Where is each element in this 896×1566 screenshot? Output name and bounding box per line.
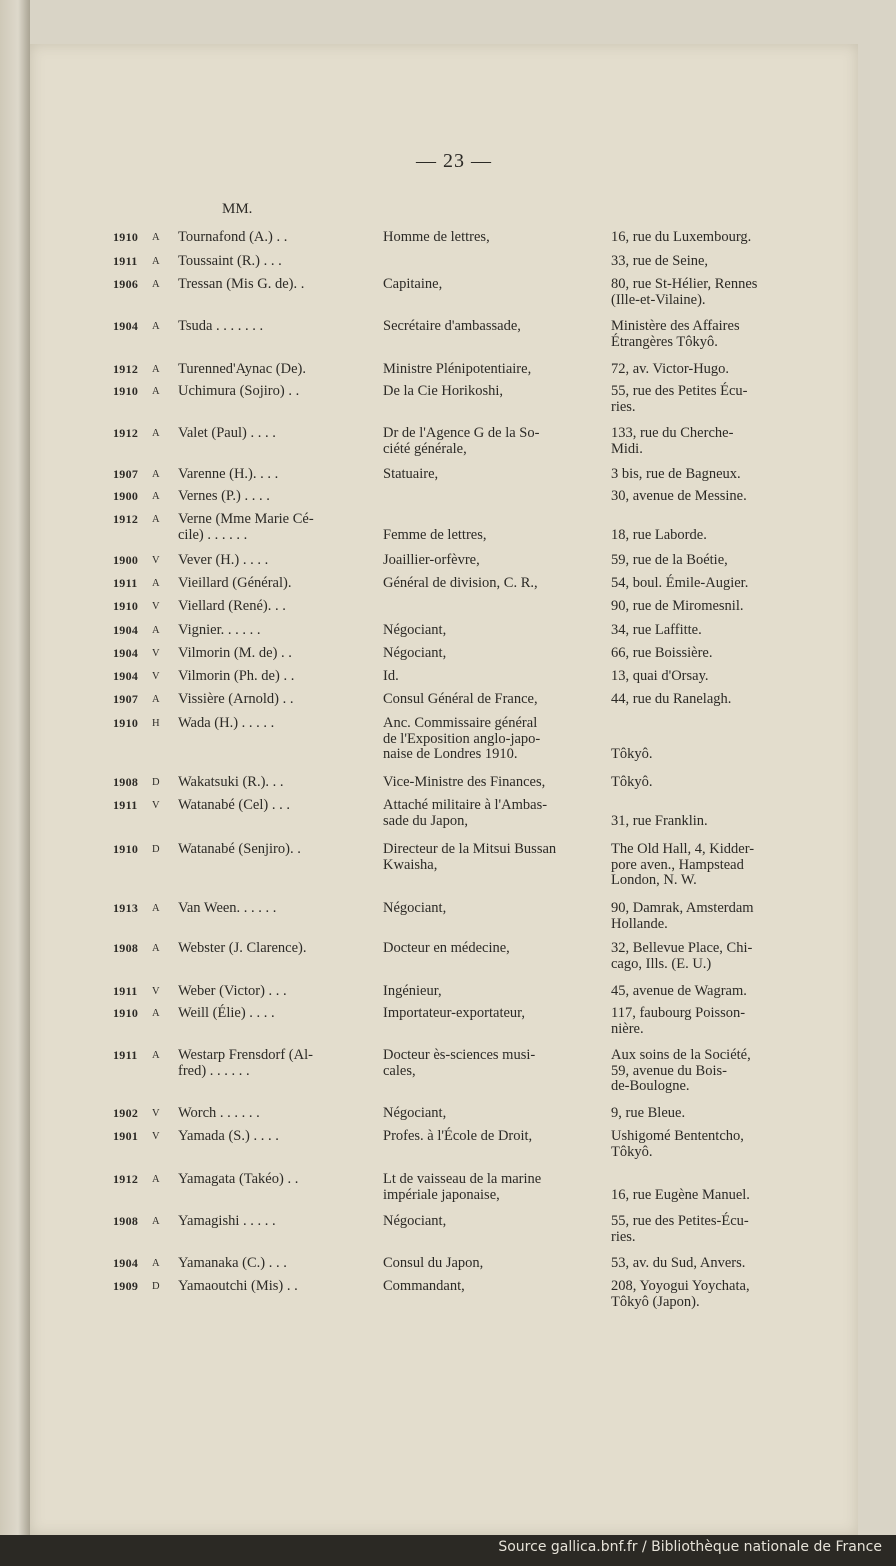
entry-role: Négociant, bbox=[383, 900, 447, 916]
entry-name: Turenned'Aynac (De). bbox=[178, 361, 306, 377]
entry-name: Toussaint (R.) . . . bbox=[178, 253, 282, 269]
entry-year: 1912 bbox=[113, 512, 139, 526]
entry-addr: 53, av. du Sud, Anvers. bbox=[611, 1255, 746, 1271]
entry-cat: A bbox=[152, 1008, 160, 1019]
entry-addr: 59, rue de la Boétie, bbox=[611, 552, 728, 568]
entry-role: Ministre Plénipotentiaire, bbox=[383, 361, 532, 377]
entry-name: Vernes (P.) . . . . bbox=[178, 488, 270, 504]
entry-year: 1911 bbox=[113, 576, 138, 590]
entry-role: Négociant, bbox=[383, 645, 447, 661]
list-header-mm: MM. bbox=[222, 201, 253, 217]
entry-addr: 44, rue du Ranelagh. bbox=[611, 691, 732, 707]
entry-role: Secrétaire d'ambassade, bbox=[383, 318, 521, 334]
entry-year: 1911 bbox=[113, 984, 138, 998]
entry-year: 1904 bbox=[113, 623, 139, 637]
entry-addr: 55, rue des Petites Écu- ries. bbox=[611, 383, 748, 415]
entry-year: 1908 bbox=[113, 941, 139, 955]
entry-addr: Tôkyô. bbox=[611, 774, 653, 790]
entry-year: 1904 bbox=[113, 669, 139, 683]
entry-addr: Aux soins de la Société, 59, avenue du Bois- de-Boulogne. bbox=[611, 1047, 751, 1094]
entry-cat: A bbox=[152, 1216, 160, 1227]
entry-addr: 18, rue Laborde. bbox=[611, 526, 707, 543]
entry-cat: A bbox=[152, 364, 160, 375]
entry-year: 1910 bbox=[113, 384, 139, 398]
entry-name: Varenne (H.). . . . bbox=[178, 466, 279, 482]
entry-year: 1912 bbox=[113, 362, 139, 376]
entry-cat: V bbox=[152, 671, 160, 682]
entry-cat: D bbox=[152, 777, 160, 788]
entry-name: Vever (H.) . . . . bbox=[178, 552, 269, 568]
entry-name: Westarp Frensdorf (Al- fred) . . . . . . bbox=[178, 1047, 313, 1079]
entry-role: Femme de lettres, bbox=[383, 526, 487, 543]
entry-role: Profes. à l'École de Droit, bbox=[383, 1128, 533, 1144]
entry-addr: 30, avenue de Messine. bbox=[611, 488, 747, 504]
source-credit: Source gallica.bnf.fr / Bibliothèque nationale de France bbox=[498, 1539, 882, 1555]
entry-role: Id. bbox=[383, 668, 399, 684]
entry-name: Worch . . . . . . bbox=[178, 1105, 260, 1121]
entry-role: Lt de vaisseau de la marine impériale japonaise, bbox=[383, 1171, 542, 1203]
entry-role: Joaillier-orfèvre, bbox=[383, 552, 480, 568]
entry-role: Homme de lettres, bbox=[383, 229, 490, 245]
entry-addr: 13, quai d'Orsay. bbox=[611, 668, 709, 684]
entry-name: Viellard (René). . . bbox=[178, 598, 286, 614]
entry-year: 1900 bbox=[113, 489, 139, 503]
entry-name: Yamaoutchi (Mis) . . bbox=[178, 1278, 298, 1294]
entry-addr: 45, avenue de Wagram. bbox=[611, 983, 747, 999]
entry-year: 1901 bbox=[113, 1129, 139, 1143]
entry-year: 1910 bbox=[113, 1006, 139, 1020]
entry-cat: V bbox=[152, 1131, 160, 1142]
entry-addr: 208, Yoyogui Yoychata, Tôkyô (Japon). bbox=[611, 1278, 750, 1310]
entry-name: Wakatsuki (R.). . . bbox=[178, 774, 284, 790]
entry-role: Anc. Commissaire général de l'Exposition anglo-japo- naise de Londres 1910. bbox=[383, 715, 541, 762]
entry-role: Docteur en médecine, bbox=[383, 940, 510, 956]
entry-name: Wada (H.) . . . . . bbox=[178, 715, 275, 731]
entry-year: 1911 bbox=[113, 798, 138, 812]
entry-name: Uchimura (Sojiro) . . bbox=[178, 383, 300, 399]
entry-addr: 90, rue de Miromesnil. bbox=[611, 598, 744, 614]
entry-cat: A bbox=[152, 578, 160, 589]
entry-cat: A bbox=[152, 232, 160, 243]
entry-name: Vieillard (Général). bbox=[178, 575, 292, 591]
entry-year: 1911 bbox=[113, 254, 138, 268]
entry-addr: 133, rue du Cherche- Midi. bbox=[611, 425, 734, 457]
entry-role: Importateur-exportateur, bbox=[383, 1005, 526, 1021]
entry-role: Ingénieur, bbox=[383, 983, 442, 999]
entry-addr: 3 bis, rue de Bagneux. bbox=[611, 466, 741, 482]
entry-addr: Tôkyô. bbox=[611, 746, 653, 762]
entry-name: Van Ween. . . . . . bbox=[178, 900, 277, 916]
entry-cat: A bbox=[152, 469, 160, 480]
entry-cat: A bbox=[152, 625, 160, 636]
entry-addr: 34, rue Laffitte. bbox=[611, 622, 702, 638]
entry-addr: 90, Damrak, Amsterdam Hollande. bbox=[611, 900, 754, 932]
entry-role: Négociant, bbox=[383, 1105, 447, 1121]
entry-year: 1906 bbox=[113, 277, 139, 291]
entry-year: 1904 bbox=[113, 1256, 139, 1270]
entry-year: 1910 bbox=[113, 842, 139, 856]
entry-name: Yamada (S.) . . . . bbox=[178, 1128, 279, 1144]
entry-addr: 16, rue Eugène Manuel. bbox=[611, 1186, 750, 1203]
entry-addr: 31, rue Franklin. bbox=[611, 812, 708, 829]
entry-name: Tsuda . . . . . . . bbox=[178, 318, 264, 334]
entry-year: 1912 bbox=[113, 426, 139, 440]
entry-name: Valet (Paul) . . . . bbox=[178, 425, 276, 441]
previous-page-edge bbox=[0, 0, 30, 1535]
entry-addr: 117, faubourg Poisson- nière. bbox=[611, 1005, 746, 1037]
entry-cat: A bbox=[152, 491, 160, 502]
entry-name: Vignier. . . . . . bbox=[178, 622, 261, 638]
entry-name: Tournafond (A.) . . bbox=[178, 229, 288, 245]
entry-year: 1911 bbox=[113, 1048, 138, 1062]
entry-addr: 66, rue Boissière. bbox=[611, 645, 713, 661]
entry-year: 1904 bbox=[113, 319, 139, 333]
entry-name: Yamanaka (C.) . . . bbox=[178, 1255, 287, 1271]
entry-name: Yamagishi . . . . . bbox=[178, 1213, 276, 1229]
entry-name: Verne (Mme Marie Cé- cile) . . . . . . bbox=[178, 511, 314, 543]
entry-cat: A bbox=[152, 1050, 160, 1061]
page-number: — 23 — bbox=[416, 150, 492, 172]
entry-cat: V bbox=[152, 555, 160, 566]
entry-role: Négociant, bbox=[383, 1213, 447, 1229]
entry-year: 1910 bbox=[113, 230, 139, 244]
entry-addr: 80, rue St-Hélier, Rennes (Ille-et-Vilaine). bbox=[611, 276, 758, 308]
entry-cat: V bbox=[152, 648, 160, 659]
entry-role: De la Cie Horikoshi, bbox=[383, 383, 504, 399]
entry-year: 1908 bbox=[113, 775, 139, 789]
entry-cat: A bbox=[152, 694, 160, 705]
entry-year: 1912 bbox=[113, 1172, 139, 1186]
entry-cat: V bbox=[152, 986, 160, 997]
entry-cat: A bbox=[152, 279, 160, 290]
entry-addr: 16, rue du Luxembourg. bbox=[611, 229, 752, 245]
entry-role: Docteur ès-sciences musi- cales, bbox=[383, 1047, 536, 1079]
entry-cat: A bbox=[152, 514, 160, 525]
entry-role: Consul Général de France, bbox=[383, 691, 538, 707]
entry-addr: 9, rue Bleue. bbox=[611, 1105, 686, 1121]
entry-cat: D bbox=[152, 1281, 160, 1292]
entry-role: Directeur de la Mitsui Bussan Kwaisha, bbox=[383, 841, 557, 873]
entry-role: Capitaine, bbox=[383, 276, 443, 292]
entry-role: Négociant, bbox=[383, 622, 447, 638]
entry-role: Attaché militaire à l'Ambas- sade du Japon, bbox=[383, 797, 548, 829]
entry-year: 1907 bbox=[113, 692, 139, 706]
entry-name: Watanabé (Senjiro). . bbox=[178, 841, 301, 857]
entry-name: Webster (J. Clarence). bbox=[178, 940, 307, 956]
entry-cat: A bbox=[152, 321, 160, 332]
entry-cat: A bbox=[152, 386, 160, 397]
entry-name: Vilmorin (M. de) . . bbox=[178, 645, 292, 661]
entry-addr: The Old Hall, 4, Kidder- pore aven., Hampstead London, N. W. bbox=[611, 841, 755, 888]
entry-addr: 33, rue de Seine, bbox=[611, 253, 709, 269]
entry-addr: Ushigomé Bententcho, Tôkyô. bbox=[611, 1128, 744, 1160]
entry-addr: 55, rue des Petites-Écu- ries. bbox=[611, 1213, 749, 1245]
entry-name: Weber (Victor) . . . bbox=[178, 983, 287, 999]
entry-year: 1900 bbox=[113, 553, 139, 567]
entry-year: 1910 bbox=[113, 599, 139, 613]
entry-year: 1907 bbox=[113, 467, 139, 481]
entry-addr: 54, boul. Émile-Augier. bbox=[611, 575, 749, 591]
entry-cat: V bbox=[152, 1108, 160, 1119]
entry-year: 1902 bbox=[113, 1106, 139, 1120]
entry-cat: A bbox=[152, 256, 160, 267]
entry-year: 1904 bbox=[113, 646, 139, 660]
entry-role: Consul du Japon, bbox=[383, 1255, 484, 1271]
entry-cat: A bbox=[152, 943, 160, 954]
entry-role: Commandant, bbox=[383, 1278, 465, 1294]
entry-addr: Ministère des Affaires Étrangères Tôkyô. bbox=[611, 318, 740, 350]
entry-cat: H bbox=[152, 718, 160, 729]
entry-year: 1913 bbox=[113, 901, 139, 915]
entry-year: 1910 bbox=[113, 716, 139, 730]
entry-name: Weill (Élie) . . . . bbox=[178, 1005, 275, 1021]
entry-name: Vissière (Arnold) . . bbox=[178, 691, 294, 707]
entry-cat: D bbox=[152, 844, 160, 855]
entry-cat: A bbox=[152, 428, 160, 439]
entry-year: 1909 bbox=[113, 1279, 139, 1293]
entry-role: Vice-Ministre des Finances, bbox=[383, 774, 546, 790]
entry-addr: 32, Bellevue Place, Chi- cago, Ills. (E. U.) bbox=[611, 940, 753, 972]
entry-cat: V bbox=[152, 800, 160, 811]
entry-name: Yamagata (Takéo) . . bbox=[178, 1171, 299, 1187]
entry-addr: 72, av. Victor-Hugo. bbox=[611, 361, 730, 377]
entry-year: 1908 bbox=[113, 1214, 139, 1228]
entry-role: Général de division, C. R., bbox=[383, 575, 538, 591]
entry-name: Tressan (Mis G. de). . bbox=[178, 276, 305, 292]
entry-cat: A bbox=[152, 1258, 160, 1269]
entry-name: Watanabé (Cel) . . . bbox=[178, 797, 290, 813]
entry-role: Dr de l'Agence G de la So- ciété générale, bbox=[383, 425, 540, 457]
entry-cat: A bbox=[152, 903, 160, 914]
entry-role: Statuaire, bbox=[383, 466, 439, 482]
entry-cat: V bbox=[152, 601, 160, 612]
entry-name: Vilmorin (Ph. de) . . bbox=[178, 668, 295, 684]
entry-cat: A bbox=[152, 1174, 160, 1185]
